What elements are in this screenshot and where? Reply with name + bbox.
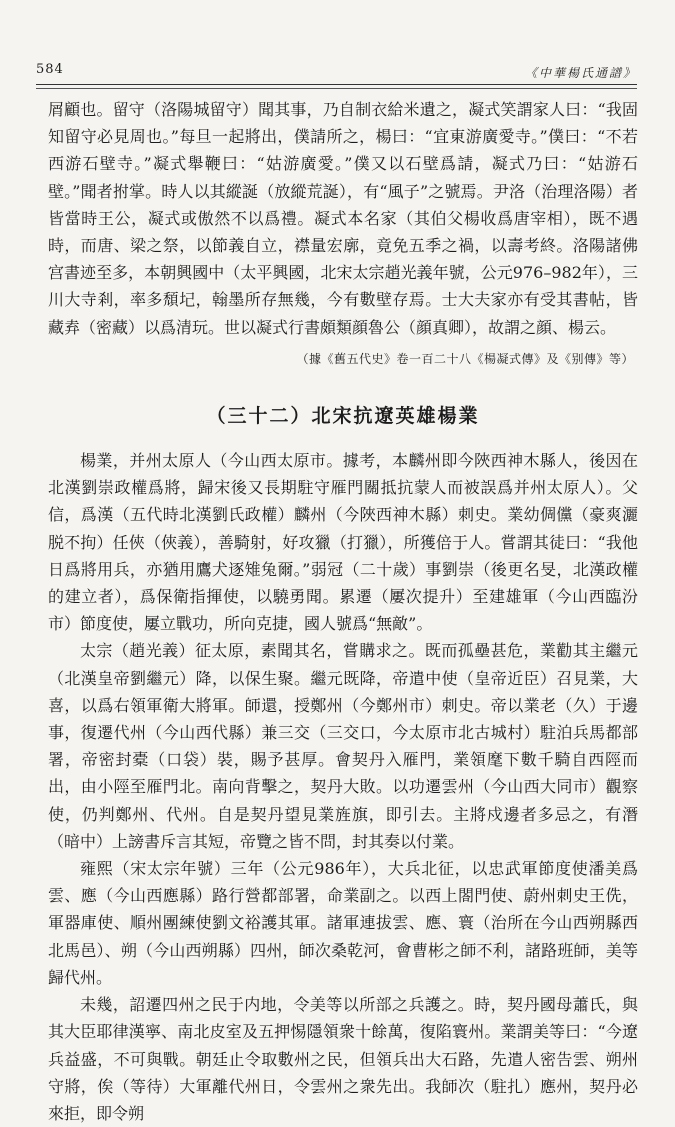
running-head: 《中華楊氏通譜》 xyxy=(524,66,637,80)
page-number: 584 xyxy=(36,62,64,77)
chapter-title: （三十二）北宋抗遼英雄楊業 xyxy=(206,404,480,427)
paragraph-yang-ye-origin: 楊業，并州太原人（今山西太原市。據考，本麟州即今陜西神木縣人，後因在北漢劉崇政權爲將，歸宋後又長期駐守雁門關抵抗蒙人而被誤爲并州太原人）。父信，爲漢（五代時北漢劉氏政權）麟州（今陜西神木縣）刺史。業幼倜儻（豪爽灑脱不拘）任俠（俠義），善騎射，好攻獵（打獵），所獲倍于人。嘗謂其徒曰：“我他日爲將用兵，亦猶用鷹犬逐雉兔爾。”弱冠（二十歲）事劉崇（後更名旻，北漢政權的建立者），爲保衛指揮使，以驍勇聞。累遷（屢次提升）至建雄軍（今山西臨汾市）節度使，屢立戰功，所向克捷，國人號爲“無敵”。 xyxy=(48,451,638,634)
paragraph-yongxi-campaign: 雍熙（宋太宗年號）三年（公元986年），大兵北征，以忠武軍節度使潘美爲雲、應（今山西應縣）路行營都部署，命業副之。以西上閤門使、蔚州刺史王侁，軍器庫使、順州團練使劉文裕護其軍。諸軍連拔雲、應、寰（治所在今山西朔縣西北馬邑）、朔（今山西朔縣）四州，師次桑乾河，會曹彬之師不利，諸路班師，美等歸代州。 xyxy=(48,859,638,987)
source-citation: （據《舊五代史》卷一百二十八《楊凝式傳》及《别傳》等） xyxy=(296,351,634,366)
paragraph-evacuation-order: 未幾，詔遷四州之民于内地，令美等以所部之兵護之。時，契丹國母蕭氏，與其大臣耶律漢寧、南北皮室及五押惕隱領衆十餘萬，復陷寰州。業謂美等曰：“今遼兵益盛，不可與戰。朝廷止令取數州之民，但領兵出大石路，先遣人密告雲、朔州守將，俟（等待）大軍離代州日，令雲州之衆先出。我師次（駐扎）應州，契丹必來拒，即令朔 xyxy=(48,995,638,1123)
header-rule xyxy=(36,84,637,85)
header-rule-thin xyxy=(36,88,637,89)
page-body xyxy=(48,96,638,1127)
paragraph-yang-ningshi-continued: 屑顧也。留守（洛陽城留守）聞其事，乃自制衣給米遺之，凝式笑謂家人曰：“我固知留守必見周也。”每旦一起將出，僕請所之，楊曰：“宜東游廣愛寺。”僕曰：“不若西游石壁寺。”凝式舉鞭曰：“姑游廣愛。”僕又以石壁爲請，凝式乃曰：“姑游石壁。”聞者拊掌。時人以其縱誕（放縱荒誕），有“風子”之號焉。尹洛（治理洛陽）者皆當時王公，凝式或傲然不以爲禮。凝式本名家（其伯父楊收爲唐宰相），既不遇時，而唐、梁之祭，以節義自立，襟量宏廓，竟免五季之禍，以壽考終。洛陽諸佛宫書迹至多，本朝興國中（太平興國，北宋太宗趙光義年號，公元976–982年），三川大寺剎，率多頹圮，翰墨所存無幾，今有數壁存焉。士大夫家亦有受其書帖，皆藏弆（密藏）以爲清玩。世以凝式行書頗類顔魯公（顔真卿），故謂之顔、楊云。 xyxy=(48,100,638,337)
paragraph-taizong-campaign: 太宗（趙光義）征太原，素聞其名，嘗購求之。既而孤壘甚危，業勸其主繼元（北漢皇帝劉繼元）降，以保生聚。繼元既降，帝遣中使（皇帝近臣）召見業，大喜，以爲右領軍衛大將軍。師還，授鄭州（今鄭州市）刺史。帝以業老（久）于邊事，復遷代州（今山西代縣）兼三交（三交口，今太原市北古城村）駐泊兵馬都部署，帝密封橐（口袋）裝，賜予甚厚。會契丹入雁門，業領麾下數千騎自西陘而出，由小陘至雁門北。南向背擊之，契丹大敗。以功遷雲州（今山西大同市）觀察使，仍判鄭州、代州。自是契丹望見業旌旗，即引去。主將戍邊者多忌之，有潛（暗中）上謗書斥言其短，帝覽之皆不問，封其奏以付業。 xyxy=(48,641,638,851)
